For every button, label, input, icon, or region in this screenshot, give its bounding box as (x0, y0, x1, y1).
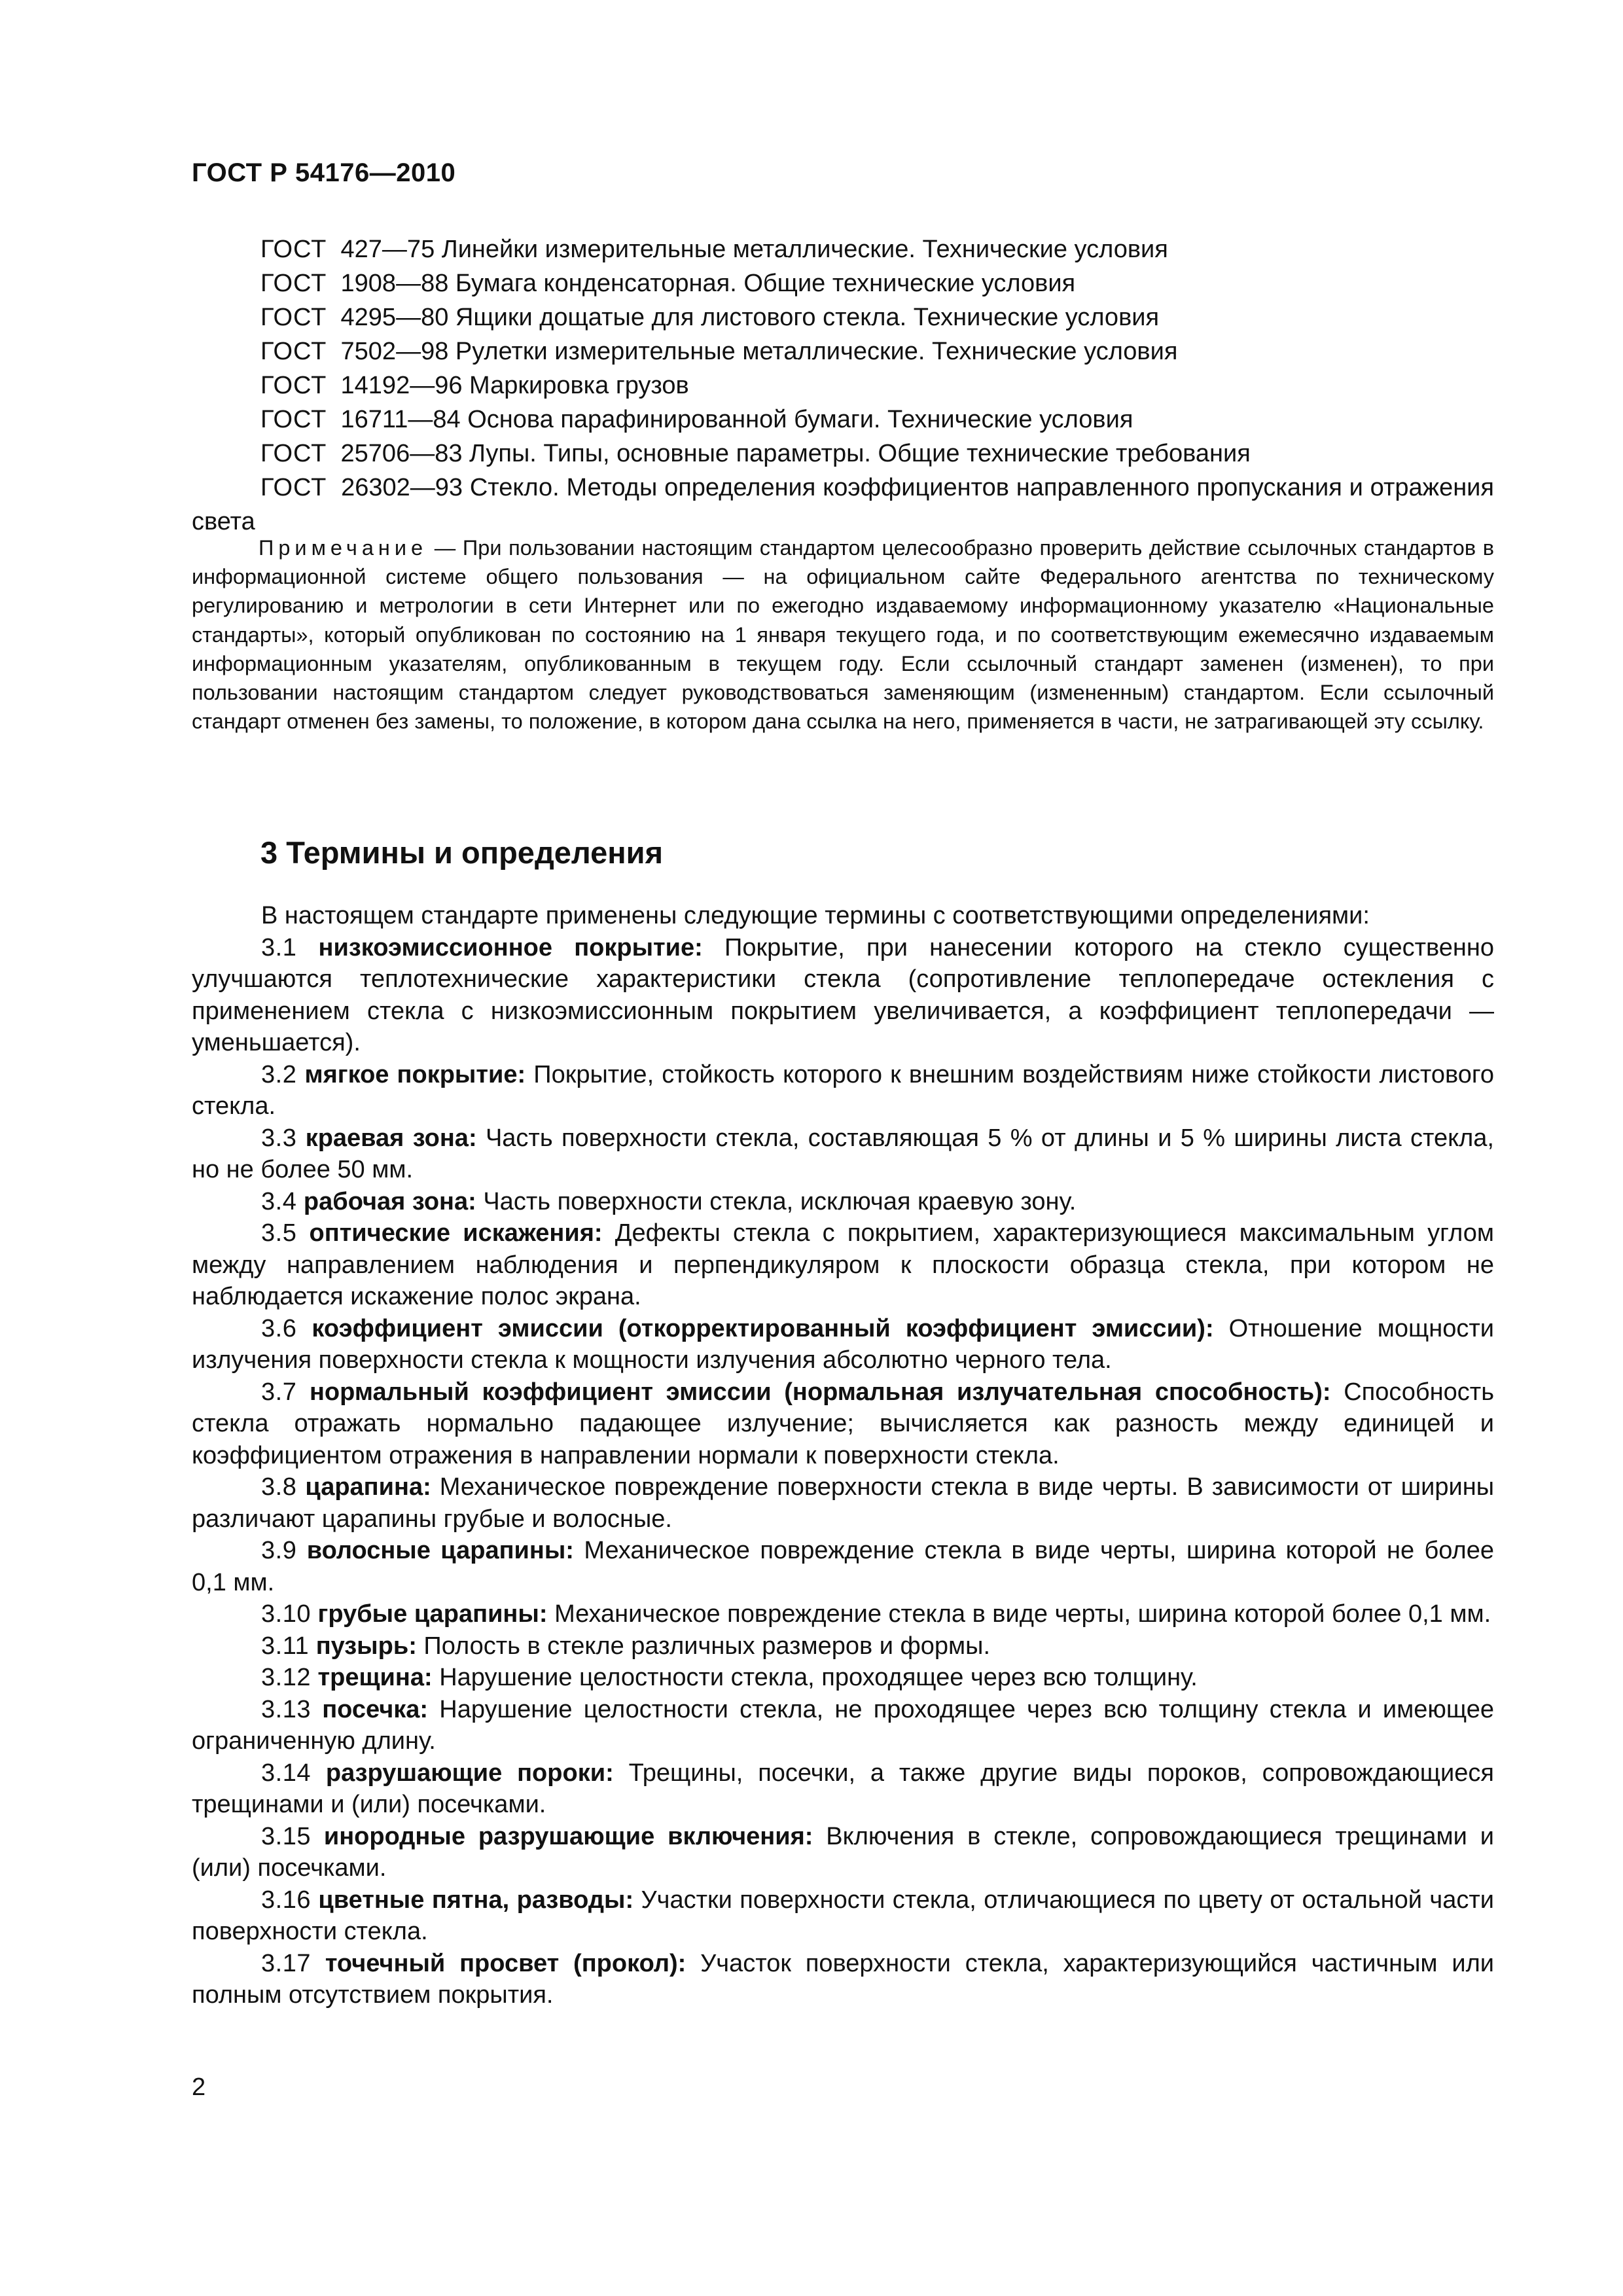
term-entry (192, 1122, 1494, 1186)
term-name: точечный просвет (прокол): (325, 1949, 687, 1977)
term-entry (192, 1186, 1494, 1218)
note-block (192, 533, 1494, 736)
reference-item (192, 266, 1494, 300)
reference-code: ГОСТ (260, 304, 327, 331)
reference-item (192, 300, 1494, 334)
term-definition: Трещины, посечки, а также другие виды пороков, сопровождающиеся трещинами и (или) посечками. (192, 1759, 1494, 1818)
term-definition: Дефекты стекла с покрытием, характеризующиеся максимальным углом между направлением наблюдения и перпендикуляром к плоскости образца стекла, при котором не наблюдается искажение полос экрана. (192, 1219, 1494, 1310)
reference-code: ГОСТ (260, 338, 327, 365)
reference-text: 1908—88 Бумага конденсаторная. Общие технические условия (340, 270, 1076, 297)
reference-text: 14192—96 Маркировка грузов (340, 372, 689, 399)
note-label: Примечание (259, 536, 428, 560)
term-number: 3.14 (261, 1759, 311, 1787)
term-number: 3.6 (261, 1314, 297, 1342)
term-entry (192, 1821, 1494, 1884)
term-entry (192, 1376, 1494, 1472)
normative-references-list (192, 232, 1494, 539)
term-number: 3.11 (261, 1632, 310, 1660)
term-name: пузырь: (315, 1632, 417, 1660)
term-number: 3.9 (261, 1537, 297, 1564)
term-number: 3.12 (261, 1664, 311, 1691)
term-definition: Нарушение целостности стекла, проходящее через всю толщину. (439, 1664, 1198, 1691)
reference-code: ГОСТ (260, 372, 327, 399)
term-definition: Механическое повреждение поверхности стекла в виде черты. В зависимости от ширины различают царапины грубые и волосные. (192, 1473, 1495, 1533)
term-entry (192, 1535, 1494, 1598)
term-name: царапина: (305, 1473, 431, 1501)
page-number: 2 (192, 2073, 206, 2101)
reference-text: 16711—84 Основа парафинированной бумаги. Технические условия (340, 406, 1133, 433)
term-name: посечка: (322, 1695, 429, 1723)
term-number: 3.10 (261, 1600, 311, 1628)
term-entry (192, 1884, 1494, 1948)
term-number: 3.17 (261, 1949, 311, 1977)
term-entry (192, 1662, 1494, 1694)
reference-item (192, 437, 1494, 471)
reference-text: 26302—93 Стекло. Методы определения коэффициентов направленного пропускания и отражения света (192, 474, 1494, 535)
term-entry (192, 1694, 1494, 1757)
term-definition: Часть поверхности стекла, исключая краевую зону. (483, 1187, 1077, 1215)
term-name: оптические искажения: (309, 1219, 603, 1247)
term-entry (192, 1471, 1494, 1535)
term-definition: Способность стекла отражать нормально падающее излучение; вычисляется как разность между единицей и коэффициентом отражения в направлении нормали к поверхности стекла. (192, 1378, 1494, 1469)
document-header: ГОСТ Р 54176—2010 (192, 158, 456, 187)
term-number: 3.16 (261, 1886, 311, 1914)
term-definition: Отношение мощности излучения поверхности стекла к мощности излучения абсолютно черного тела. (192, 1314, 1494, 1374)
term-definition: Участки поверхности стекла, отличающиеся по цвету от остальной части поверхности стекла. (192, 1886, 1494, 1945)
reference-text: 427—75 Линейки измерительные металлические. Технические условия (340, 236, 1168, 263)
term-entry (192, 1059, 1494, 1122)
term-number: 3.8 (261, 1473, 297, 1501)
term-definition: Покрытие, стойкость которого к внешним воздействиям ниже стойкости листового стекла. (192, 1060, 1495, 1120)
term-name: трещина: (317, 1664, 433, 1691)
term-definition: Участок поверхности стекла, характеризующийся частичным или полным отсутствием покрытия. (192, 1949, 1494, 2009)
term-definition: Нарушение целостности стекла, не проходящее через всю толщину стекла и имеющее ограниченную длину. (192, 1695, 1494, 1755)
term-definition: Механическое повреждение стекла в виде черты, ширина которой более 0,1 мм. (554, 1600, 1491, 1628)
reference-item (192, 232, 1494, 266)
note-text: — При пользовании настоящим стандартом целесообразно проверить действие ссылочных стандартов в информационной системе общего пользования — на официальном сайте Федерального агентства по техническому регулированию и метрологии в сети Интернет или по ежегодно издаваемому информационному указателю «Национальные стандарты», который опубликован по состоянию на 1 января текущего года, и по соответствующим ежемесячно издаваемым информационным указателям, опубликованным в текущем году. Если ссылочный стандарт заменен (изменен), то при пользовании настоящим стандартом следует руководствоваться заменяющим (измененным) стандартом. Если ссылочный стандарт отменен без замены, то положение, в котором дана ссылка на него, применяется в части, не затрагивающей эту ссылку. (192, 536, 1495, 734)
term-name: инородные разрушающие включения: (323, 1822, 813, 1850)
term-name: волосные царапины: (306, 1537, 574, 1564)
term-name: мягкое покрытие: (304, 1060, 526, 1088)
term-entry (192, 1217, 1494, 1313)
term-entry (192, 1598, 1494, 1630)
term-number: 3.7 (261, 1378, 297, 1406)
reference-text: 7502—98 Рулетки измерительные металлические. Технические условия (340, 338, 1178, 365)
term-number: 3.15 (261, 1822, 311, 1850)
term-definition: Покрытие, при нанесении которого на стекло существенно улучшаются теплотехнические характеристики стекла (сопротивление теплопередаче остекления с применением стекла с низкоэмиссионным покрытием увеличивается, а коэффициент теплопередачи — уменьшается). (192, 933, 1495, 1056)
term-entry (192, 1948, 1494, 2011)
term-number: 3.1 (261, 933, 297, 961)
term-name: цветные пятна, разводы: (318, 1886, 634, 1914)
term-entry (192, 1757, 1494, 1821)
term-name: разрушающие пороки: (325, 1759, 614, 1787)
reference-code: ГОСТ (260, 474, 327, 501)
reference-item (192, 403, 1494, 437)
term-number: 3.4 (261, 1187, 297, 1215)
reference-item (192, 368, 1494, 403)
section-title: 3 Термины и определения (260, 835, 663, 870)
term-definition: Часть поверхности стекла, составляющая 5 % от длины и 5 % ширины листа стекла, но не более 50 мм. (192, 1124, 1494, 1183)
term-definition: Механическое повреждение стекла в виде черты, ширина которой не более 0,1 мм. (192, 1537, 1494, 1596)
term-name: низкоэмиссионное покрытие: (318, 933, 703, 961)
reference-item (192, 334, 1494, 368)
term-number: 3.2 (261, 1060, 297, 1088)
reference-code: ГОСТ (260, 236, 327, 263)
term-name: краевая зона: (305, 1124, 477, 1152)
section-intro: В настоящем стандарте применены следующие термины с соответствующими определениями: (261, 902, 1370, 929)
reference-code: ГОСТ (260, 406, 327, 433)
term-number: 3.13 (261, 1695, 311, 1723)
term-name: нормальный коэффициент эмиссии (нормальная излучательная способность): (309, 1378, 1331, 1406)
term-definition: Включения в стекле, сопровождающиеся трещинами и (или) посечками. (192, 1822, 1495, 1882)
term-entry (192, 1630, 1494, 1662)
term-number: 3.3 (261, 1124, 297, 1152)
term-name: рабочая зона: (303, 1187, 476, 1215)
reference-code: ГОСТ (260, 270, 327, 297)
term-name: грубые царапины: (317, 1600, 548, 1628)
reference-item (192, 471, 1494, 539)
term-entry (192, 932, 1494, 1059)
term-definition: Полость в стекле различных размеров и формы. (423, 1632, 991, 1660)
term-number: 3.5 (261, 1219, 297, 1247)
term-entry (192, 1313, 1494, 1376)
term-name: коэффициент эмиссии (откорректированный коэффициент эмиссии): (312, 1314, 1214, 1342)
reference-code: ГОСТ (260, 440, 327, 467)
terms-list (192, 900, 1494, 2011)
reference-text: 4295—80 Ящики дощатые для листового стекла. Технические условия (340, 304, 1160, 331)
reference-text: 25706—83 Лупы. Типы, основные параметры. Общие технические требования (340, 440, 1251, 467)
